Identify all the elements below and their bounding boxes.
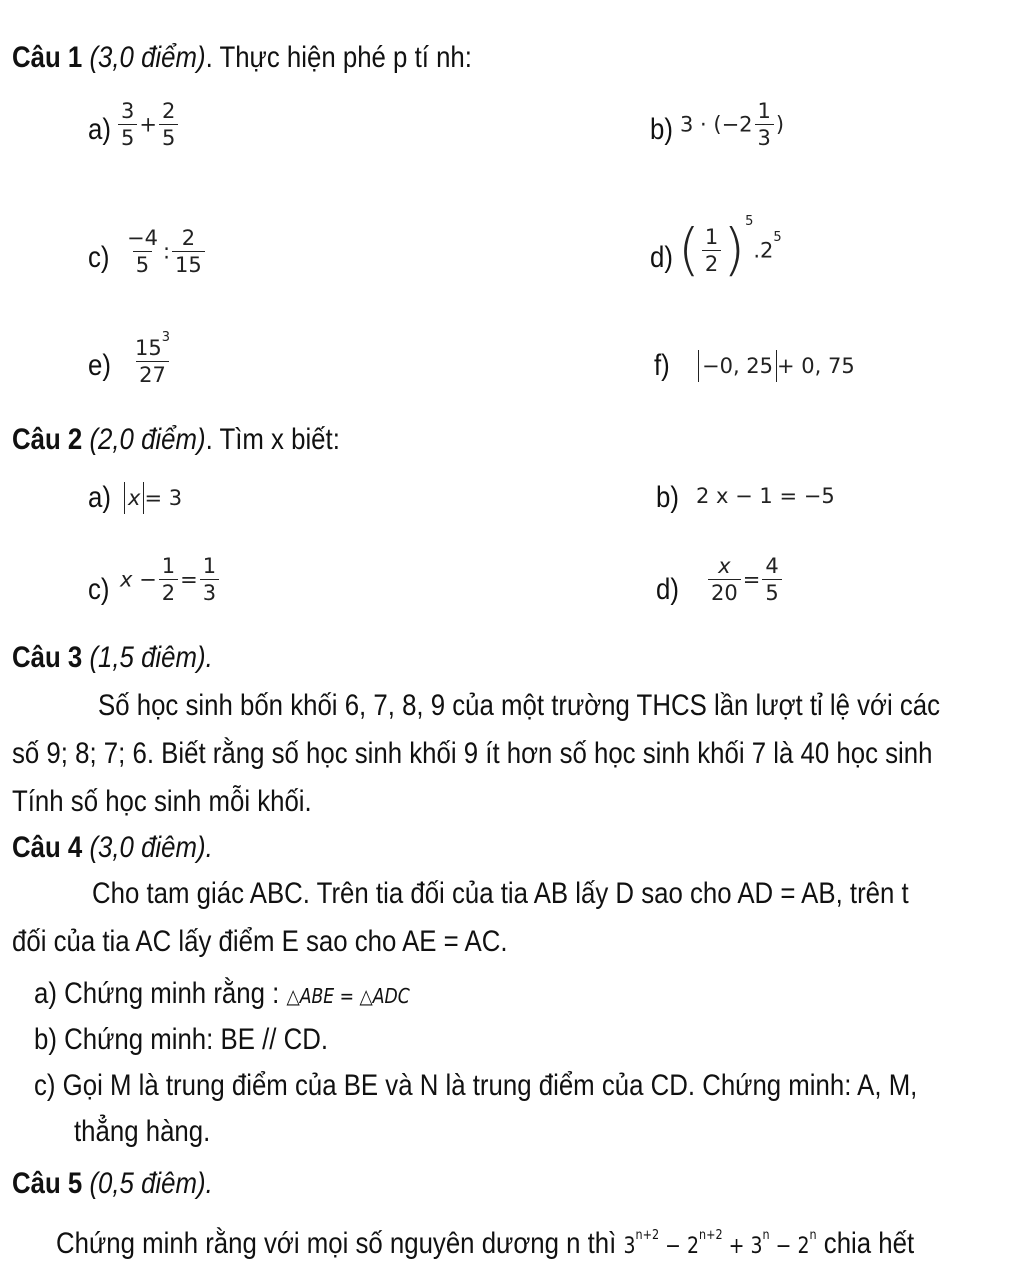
q1-e-label: e)	[88, 349, 111, 382]
q1-instruction: . Thực hiện phé p tí nh:	[205, 41, 472, 74]
q5-statement: Chứng minh rằng với mọi số nguyên dương n thì $3^{n+2} - 2^{n+2} + 3^n - 2^n$ chia hết	[56, 1227, 915, 1260]
q1-a-expr: $\frac{3}{5}$ + $\frac{2}{5}$	[116, 98, 180, 151]
q3-line-2: số 9; 8; 7; 6. Biết rằng số học sinh khối 9 ít hơn số học sinh khối 7 là 40 học sinh	[12, 737, 933, 770]
q1-f-expr: −0, 25 + 0, 75	[698, 350, 855, 382]
q4-title: Câu 4	[12, 831, 83, 864]
q3-title: Câu 3	[12, 641, 83, 674]
q2-d-expr: $\frac{x}{20}$ = $\frac{4}{5}$	[706, 553, 784, 606]
q1-d-label: d)	[650, 241, 673, 274]
q4-a: a) Chứng minh rằng : △ABE = △ADC	[34, 977, 410, 1010]
q1-f-label: f)	[654, 349, 670, 382]
q1-c-label: c)	[88, 241, 110, 274]
q1-b-expr: 3 · (−2 $\frac{1}{3}$ )	[680, 99, 785, 150]
q1-a-label: a)	[88, 113, 111, 146]
q1-c-expr: $\frac{-4}{5}$ : $\frac{2}{15}$	[122, 225, 207, 278]
q5-expression: $3^{n+2} - 2^{n+2} + 3^n - 2^n$	[623, 1228, 817, 1259]
q2-d-label: d)	[656, 573, 679, 606]
q1-heading	[12, 40, 472, 76]
q2-title: Câu 2	[12, 423, 83, 456]
q3-line-3: Tính số học sinh mỗi khối.	[12, 785, 312, 818]
q2-a-label: a)	[88, 481, 111, 514]
q3-points: (1,5 điêm).	[89, 641, 213, 674]
q3-heading	[12, 640, 213, 676]
q2-c-expr: x − $\frac{1}{2}$ = $\frac{1}{3}$	[120, 553, 221, 606]
q5-title: Câu 5	[12, 1167, 83, 1200]
q5-points: (0,5 điêm).	[89, 1167, 213, 1200]
q4-line-2: đối của tia AC lấy điểm E sao cho AE = AC.	[12, 925, 508, 958]
q2-c-label: c)	[88, 573, 110, 606]
q4-c-line-2: thẳng hàng.	[74, 1115, 211, 1148]
q5-heading	[12, 1166, 213, 1202]
q2-heading	[12, 422, 340, 458]
q1-e-expr: $\frac{15^3}{27}$	[135, 330, 171, 387]
q1-d-expr: ( $\frac{1}{2}$ )$^5.2^5$	[678, 214, 782, 283]
q4-points: (3,0 điêm).	[89, 831, 213, 864]
q4-line-1: Cho tam giác ABC. Trên tia đối của tia AB lấy D sao cho AD = AB, trên t	[92, 877, 909, 910]
q2-b-expr: 2 x − 1 = −5	[696, 484, 835, 508]
q4-b: b) Chứng minh: BE // CD.	[34, 1023, 329, 1056]
q1-points: (3,0 điểm)	[89, 41, 206, 74]
q1-b-label: b)	[650, 113, 673, 146]
q4-heading	[12, 830, 213, 866]
q2-a-expr: x = 3	[124, 482, 182, 514]
q2-instruction: . Tìm x biết:	[205, 423, 340, 456]
q2-points: (2,0 điểm)	[89, 423, 206, 456]
q2-b-label: b)	[656, 481, 679, 514]
q1-title: Câu 1	[12, 41, 83, 74]
q4-c-line-1: c) Gọi M là trung điểm của BE và N là trung điểm của CD. Chứng minh: A, M,	[34, 1069, 918, 1102]
q3-line-1: Số học sinh bốn khối 6, 7, 8, 9 của một trường THCS lần lượt tỉ lệ với các	[98, 689, 941, 722]
